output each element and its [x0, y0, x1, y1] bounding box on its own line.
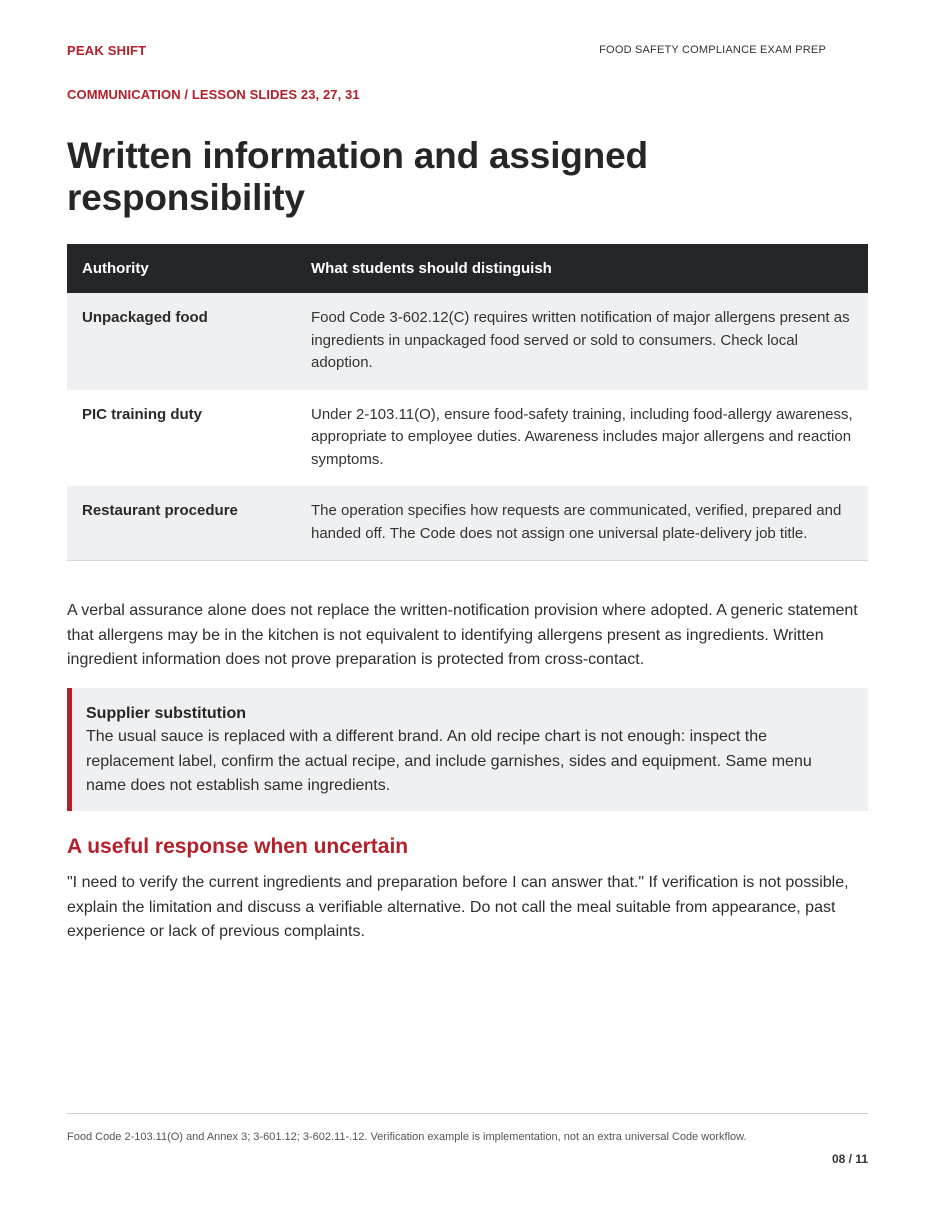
page-title: Written information and assigned responsibility: [67, 135, 648, 218]
table-cell-detail: Under 2-103.11(O), ensure food-safety training, including food-allergy awareness, appropriate to employee duties. Awareness includes major allergens and reaction symptoms.: [311, 405, 853, 468]
page-number: 08 / 11: [831, 1152, 868, 1166]
table-row: [67, 293, 868, 390]
table-cell-detail: The operation specifies how requests are communicated, verified, prepared and handed off. The Code does not assign one universal plate-delivery job title.: [296, 486, 868, 561]
table-header-row: [67, 244, 868, 293]
body-paragraph: A verbal assurance alone does not replace the written-notification provision where adopted. A generic statement that allergens may be in the kitchen is not equivalent to identifying allergens present as ingredients. Written ingredient information does not prove preparation is protected from cross-contact.: [67, 602, 858, 668]
table-row: [67, 486, 868, 561]
column-header-authority: Authority: [67, 244, 296, 293]
table-cell-authority: Restaurant procedure: [67, 486, 296, 561]
supplier-callout: [67, 688, 868, 811]
document-page: [67, 0, 868, 1210]
response-paragraph: "I need to verify the current ingredients and preparation before I can answer that." If verification is not possible, explain the limitation and discuss a verifiable alternative. Do not call the meal suitable from appearance, past experience or lack of previous complaints.: [67, 874, 849, 940]
document-title: FOOD SAFETY COMPLIANCE EXAM PREP: [599, 44, 826, 56]
column-header-distinguish: What students should distinguish: [296, 244, 868, 293]
table-cell-authority: PIC training duty: [82, 405, 202, 423]
footer-note: Food Code 2-103.11(O) and Annex 3; 3-601.12; 3-602.11-.12. Verification example is implementation, not an extra universal Code workflow.: [67, 1131, 747, 1143]
callout-title: Supplier substitution: [86, 705, 246, 722]
callout-text: The usual sauce is replaced with a different brand. An old recipe chart is not enough: inspect the replacement label, confirm the actual recipe, and include garnishes, sides and equipment. Same menu name does not establish same ingredients.: [86, 728, 812, 794]
subheading: A useful response when uncertain: [67, 835, 409, 858]
page-header: [67, 43, 868, 59]
table-cell-detail: Food Code 3-602.12(C) requires written notification of major allergens present as ingredients in unpackaged food served or sold to consumers. Check local adoption.: [296, 293, 868, 390]
authority-table: [67, 244, 868, 561]
footer-divider: [67, 1113, 868, 1114]
section-label: COMMUNICATION / LESSON SLIDES 23, 27, 31: [67, 87, 360, 102]
brand-name: PEAK SHIFT: [67, 43, 147, 58]
table-cell-authority: Unpackaged food: [67, 293, 296, 390]
table-row: [67, 390, 868, 487]
